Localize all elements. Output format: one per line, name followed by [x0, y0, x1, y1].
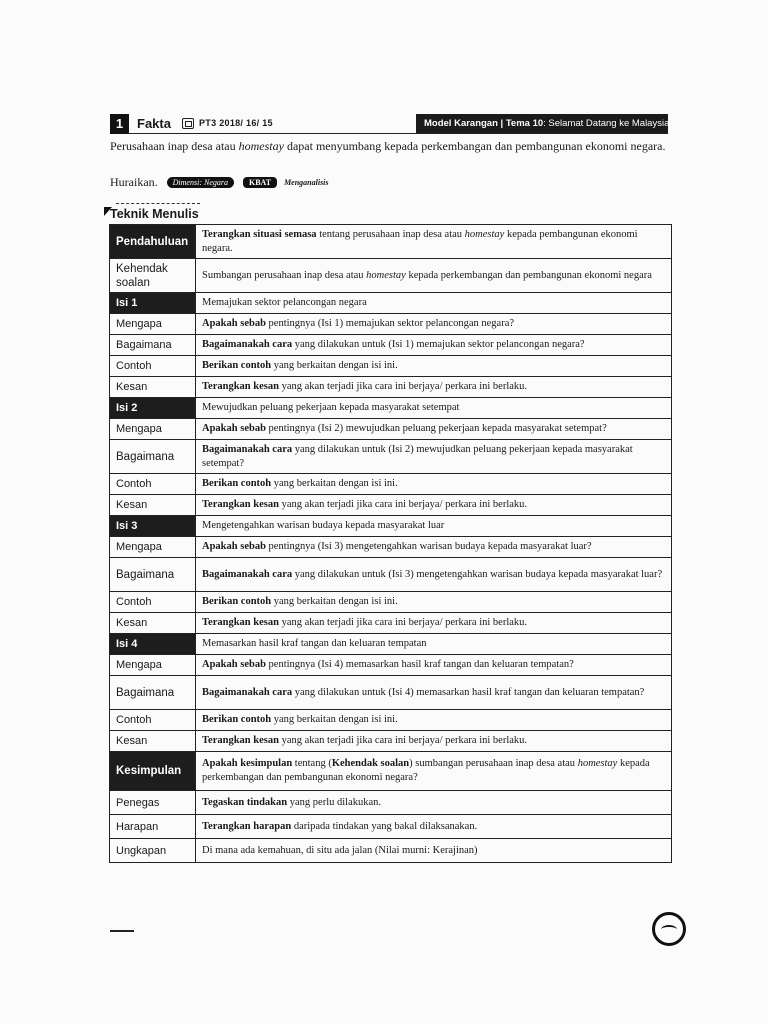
dashed-rule — [116, 203, 200, 204]
row-text-rest: daripada tindakan yang bakal dilaksanakan. — [291, 820, 478, 832]
row-label: Bagaimana — [110, 335, 196, 356]
row-text-rest: yang dilakukan untuk (Isi 3) mengetengahkan warisan budaya kepada masyarakat luar? — [292, 568, 663, 580]
row-text-rest: yang dilakukan untuk (Isi 1) memajukan sektor pelancongan negara? — [292, 339, 585, 350]
row-text-rest: pentingnya (Isi 1) memajukan sektor pelancongan negara? — [265, 318, 515, 329]
row-text-rest: yang perlu dilakukan. — [287, 796, 382, 808]
row-text-rest: pentingnya (Isi 2) mewujudkan peluang pekerjaan kepada masyarakat setempat? — [265, 423, 607, 434]
table-row — [110, 537, 672, 558]
row-label: Harapan — [110, 815, 196, 839]
row-label: Kesimpulan — [110, 752, 196, 791]
row-text-rest: yang akan terjadi jika cara ini berjaya/ perkara ini berlaku. — [278, 617, 528, 628]
table-row — [110, 752, 672, 791]
row-text-bold: Apakah sebab — [202, 541, 266, 552]
row-content — [196, 335, 672, 356]
row-content — [196, 293, 672, 314]
row-text-bold: Terangkan kesan — [202, 499, 279, 510]
row-content — [196, 377, 672, 398]
table-row — [110, 655, 672, 676]
publisher-logo-icon — [652, 912, 686, 946]
row-text-bold: Tegaskan tindakan — [202, 796, 288, 808]
row-label: Kesan — [110, 495, 196, 516]
row-content — [196, 440, 672, 474]
huraikan-line — [110, 174, 329, 192]
row-label: Penegas — [110, 791, 196, 815]
row-text-rest: yang berkaitan dengan isi ini. — [271, 478, 398, 489]
section-title: Teknik Menulis — [110, 207, 199, 221]
table-row — [110, 293, 672, 314]
row-text-rest: Memajukan sektor pelancongan negara — [202, 297, 367, 308]
model-karangan-bar — [416, 114, 668, 133]
table-row — [110, 839, 672, 863]
row-text-it: homestay — [577, 758, 618, 769]
row-label: Isi 3 — [110, 516, 196, 537]
table-row — [110, 356, 672, 377]
row-content — [196, 314, 672, 335]
row-content — [196, 516, 672, 537]
row-content — [196, 225, 672, 259]
row-content — [196, 558, 672, 592]
row-content — [196, 815, 672, 839]
row-text-rest: Mewujudkan peluang pekerjaan kepada masyarakat setempat — [202, 402, 460, 413]
row-text-rest3: ) sumbangan perusahaan inap desa atau — [409, 758, 578, 769]
row-text-rest2: kepada pembangunan ekonomi negara. — [202, 228, 638, 254]
table-row — [110, 516, 672, 537]
row-text-bold: Apakah sebab — [202, 423, 266, 434]
table-row — [110, 398, 672, 419]
row-text-it: homestay — [366, 269, 406, 281]
row-label: Mengapa — [110, 655, 196, 676]
table-row — [110, 731, 672, 752]
row-text-rest: yang berkaitan dengan isi ini. — [271, 360, 398, 371]
row-label: Contoh — [110, 474, 196, 495]
copy-icon — [182, 118, 194, 129]
row-content — [196, 474, 672, 495]
row-label: Mengapa — [110, 314, 196, 335]
model-bold: Model Karangan | Tema 10 — [424, 118, 544, 129]
menganalisis-label: Menganalisis — [284, 177, 329, 187]
row-text-rest: tentang perusahaan inap desa atau — [316, 228, 465, 240]
row-text-rest: Sumbangan perusahaan inap desa atau — [202, 269, 367, 281]
row-text-rest: pentingnya (Isi 3) mengetengahkan warisan budaya kepada masyarakat luar? — [265, 541, 592, 552]
row-text-bold: Berikan contoh — [202, 596, 272, 607]
table-row — [110, 440, 672, 474]
row-text-bold: Terangkan kesan — [202, 381, 279, 392]
table-row — [110, 592, 672, 613]
table-row — [110, 676, 672, 710]
table-row — [110, 474, 672, 495]
row-text-bold: Bagaimanakah cara — [202, 686, 293, 698]
row-content — [196, 710, 672, 731]
footer-rule — [110, 930, 134, 932]
dimensi-badge: Dimensi: Negara — [167, 177, 234, 188]
row-label: Kesan — [110, 731, 196, 752]
row-text-bold: Bagaimanakah cara — [202, 443, 293, 455]
huraikan-label: Huraikan. — [110, 174, 158, 189]
row-content — [196, 655, 672, 676]
pt3-reference: PT3 2018/ 16/ 15 — [199, 118, 273, 128]
row-label: Kesan — [110, 613, 196, 634]
row-content — [196, 791, 672, 815]
question-pre: Perusahaan inap desa atau — [110, 139, 239, 153]
row-content — [196, 398, 672, 419]
row-text-bold: Berikan contoh — [202, 360, 272, 371]
row-label: Contoh — [110, 710, 196, 731]
page-header — [110, 114, 668, 134]
row-text-bold: Apakah sebab — [202, 318, 266, 329]
row-text-bold: Apakah sebab — [202, 659, 266, 670]
row-label: Kesan — [110, 377, 196, 398]
question-italic: homestay — [238, 139, 284, 153]
row-text-rest: Di mana ada kemahuan, di situ ada jalan (Nilai murni: Kerajinan) — [202, 844, 478, 856]
table-row — [110, 259, 672, 293]
row-label: Contoh — [110, 592, 196, 613]
row-content — [196, 752, 672, 791]
table-row — [110, 613, 672, 634]
row-label: Bagaimana — [110, 676, 196, 710]
row-label: Contoh — [110, 356, 196, 377]
row-text-bold: Bagaimanakah cara — [202, 339, 293, 350]
row-text-bold: Berikan contoh — [202, 478, 272, 489]
row-text-rest: tentang ( — [292, 758, 332, 769]
row-content — [196, 495, 672, 516]
row-label: Ungkapan — [110, 839, 196, 863]
row-text-rest: Memasarkan hasil kraf tangan dan keluaran tempatan — [202, 638, 427, 649]
row-content — [196, 839, 672, 863]
row-text-rest: yang akan terjadi jika cara ini berjaya/ perkara ini berlaku. — [278, 735, 528, 746]
row-content — [196, 537, 672, 558]
row-content — [196, 356, 672, 377]
table-row — [110, 225, 672, 259]
table-row — [110, 710, 672, 731]
table-row — [110, 815, 672, 839]
table-row — [110, 314, 672, 335]
row-text-bold2: Kehendak soalan — [331, 758, 410, 769]
row-text-bold: Terangkan situasi semasa — [202, 228, 317, 240]
row-label: Pendahuluan — [110, 225, 196, 259]
row-text-bold: Terangkan kesan — [202, 617, 279, 628]
row-text-rest: pentingnya (Isi 4) memasarkan hasil kraf tangan dan keluaran tempatan? — [265, 659, 574, 670]
row-content — [196, 731, 672, 752]
question-post: dapat menyumbang kepada perkembangan dan pembangunan ekonomi negara. — [283, 139, 666, 153]
row-text-bold: Terangkan kesan — [202, 735, 279, 746]
header-rule — [110, 133, 668, 134]
row-label: Kehendak soalan — [110, 259, 196, 293]
row-text-rest: yang akan terjadi jika cara ini berjaya/ perkara ini berlaku. — [278, 499, 528, 510]
row-text-rest: yang berkaitan dengan isi ini. — [271, 596, 398, 607]
row-text-rest2: kepada perkembangan dan pembangunan ekonomi negara? — [202, 758, 650, 783]
row-text-bold: Terangkan harapan — [202, 820, 292, 832]
row-content — [196, 419, 672, 440]
row-content — [196, 613, 672, 634]
question-text — [110, 138, 670, 154]
table-row — [110, 335, 672, 356]
row-label: Isi 2 — [110, 398, 196, 419]
row-text-rest2: kepada perkembangan dan pembangunan ekonomi negara — [405, 269, 652, 281]
row-text-rest: yang berkaitan dengan isi ini. — [271, 714, 398, 725]
row-label: Isi 4 — [110, 634, 196, 655]
table-row — [110, 791, 672, 815]
row-text-rest: yang akan terjadi jika cara ini berjaya/ perkara ini berlaku. — [278, 381, 528, 392]
row-content — [196, 676, 672, 710]
table-row — [110, 495, 672, 516]
table-row — [110, 558, 672, 592]
row-label: Mengapa — [110, 419, 196, 440]
row-text-bold: Apakah kesimpulan — [202, 758, 293, 769]
row-text-it: homestay — [464, 228, 505, 240]
row-content — [196, 592, 672, 613]
row-text-rest: yang dilakukan untuk (Isi 4) memasarkan hasil kraf tangan dan keluaran tempatan? — [292, 686, 645, 698]
table-row — [110, 377, 672, 398]
row-label: Bagaimana — [110, 558, 196, 592]
kbat-badge: KBAT — [243, 177, 277, 188]
row-label: Bagaimana — [110, 440, 196, 474]
fakta-label: Fakta — [137, 116, 171, 131]
row-label: Mengapa — [110, 537, 196, 558]
row-label: Isi 1 — [110, 293, 196, 314]
model-rest: : Selamat Datang ke Malaysia — [543, 118, 670, 129]
teknik-menulis-table — [109, 224, 672, 863]
row-content — [196, 259, 672, 293]
row-text-rest: Mengetengahkan warisan budaya kepada masyarakat luar — [202, 520, 445, 531]
question-number: 1 — [110, 114, 129, 134]
row-text-bold: Berikan contoh — [202, 714, 272, 725]
table-row — [110, 634, 672, 655]
table-row — [110, 419, 672, 440]
row-text-rest: yang dilakukan untuk (Isi 2) mewujudkan peluang pekerjaan kepada masyarakat setempat? — [202, 443, 633, 469]
row-content — [196, 634, 672, 655]
row-text-bold: Bagaimanakah cara — [202, 568, 293, 580]
